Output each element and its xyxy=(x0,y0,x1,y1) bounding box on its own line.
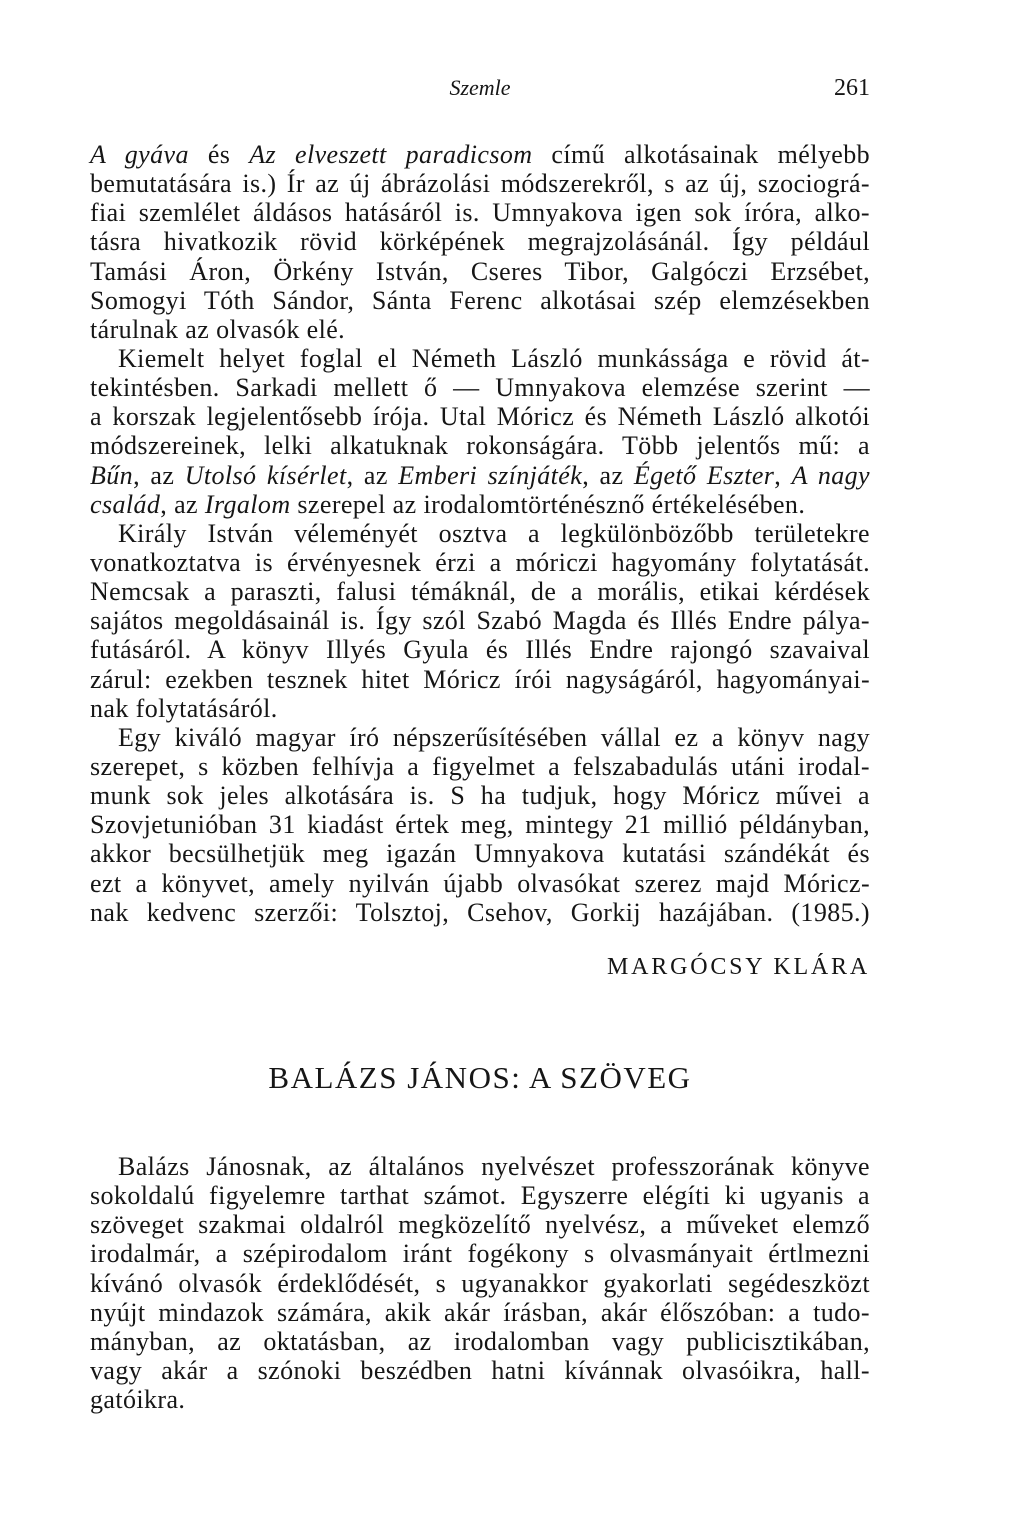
text-run: Balázs Jánosnak, az általános nyelvészet professzorának könyve xyxy=(118,1152,870,1181)
text-run: kívánó olvasók érdeklődését, s ugyanakkor gyakorlati segédeszközt xyxy=(90,1268,870,1298)
text-run: , az xyxy=(133,460,185,490)
text-line xyxy=(90,461,870,490)
text-line xyxy=(90,781,870,810)
italic-title: A gyáva xyxy=(90,140,189,169)
text-line xyxy=(90,373,870,402)
text-line xyxy=(90,810,870,839)
text-line xyxy=(90,1298,870,1327)
running-title: Szemle xyxy=(449,75,511,100)
paragraph xyxy=(90,140,870,344)
text-run: zárul: ezekben tesznek hitet Móricz írói nagyságáról, hagyományai- xyxy=(90,664,870,694)
text-run: a korszak legjelentősebb írója. Utal Móricz és Németh László alkotói xyxy=(90,402,870,432)
text-run: irodalmár, a szépirodalom iránt fogékony s olvasmányait értlmezni xyxy=(90,1239,870,1269)
text-line xyxy=(90,227,870,256)
text-run: futásáról. A könyv Illyés Gyula és Illés Endre rajongó szavaival xyxy=(90,635,870,665)
text-line xyxy=(90,606,870,635)
text-run: nak kedvenc szerzői: Tolsztoj, Csehov, Gorkij hazájában. (1985.) xyxy=(90,897,870,927)
paragraph xyxy=(90,519,870,723)
paragraph xyxy=(90,723,870,927)
text-line xyxy=(90,839,870,868)
text-run: vonatkoztatva is érvényesnek érzi a móriczi hagyomány folytatását. xyxy=(90,547,870,577)
text-run: fiai szemlélet áldásos hatásáról is. Umnyakova igen sok íróra, alko- xyxy=(90,198,870,228)
italic-title: Égető Eszter xyxy=(633,460,775,490)
text-line xyxy=(90,898,870,927)
text-run: és xyxy=(188,140,250,169)
page-number: 261 xyxy=(834,75,870,101)
text-line xyxy=(90,169,870,198)
text-line xyxy=(90,577,870,606)
text-line xyxy=(90,286,870,315)
italic-title: Utolsó kísérlet xyxy=(184,460,347,490)
text-line xyxy=(90,431,870,460)
text-line xyxy=(90,635,870,664)
italic-title: A nagy xyxy=(791,460,870,490)
text-run: , az xyxy=(582,460,634,490)
text-line xyxy=(90,665,870,694)
text-run: Egy kiváló magyar író népszerűsítésében vállal ez a könyv nagy xyxy=(118,722,870,752)
text-run: című alkotásainak mélyebb xyxy=(532,140,870,169)
text-line xyxy=(90,694,870,723)
italic-title: Emberi színjáték xyxy=(398,460,583,490)
text-run: , xyxy=(774,460,792,490)
text-run: Király István véleményét osztva a legkülönbözőbb területekre xyxy=(118,518,870,548)
text-run: tekintésben. Sarkadi mellett ő — Umnyakova elemzése szerint — xyxy=(90,373,870,403)
review-body xyxy=(90,140,870,927)
text-run: szerepel az irodalomtörténésznő értékelésében. xyxy=(290,489,806,519)
text-line xyxy=(90,1239,870,1268)
text-run: bemutatására is.) Ír az új ábrázolási módszerekről, s az új, szociográ- xyxy=(90,169,870,199)
text-line xyxy=(90,752,870,781)
text-line xyxy=(90,402,870,431)
text-run: mányban, az oktatásban, az irodalomban vagy publicisztikában, xyxy=(90,1326,870,1356)
running-header xyxy=(90,72,870,104)
text-line xyxy=(90,1269,870,1298)
italic-title: Az elveszett paradicsom xyxy=(249,140,533,169)
text-line xyxy=(90,1385,870,1414)
paragraph xyxy=(90,1152,870,1414)
text-run: munk sok jeles alkotására is. S ha tudjuk, hogy Móricz művei a xyxy=(90,781,870,811)
review-body xyxy=(90,1152,870,1414)
review-signature: MARGÓCSY KLÁRA xyxy=(606,954,870,980)
text-run: gatóikra. xyxy=(90,1385,186,1415)
text-line xyxy=(90,257,870,286)
text-line xyxy=(90,1210,870,1239)
text-run: tárulnak az olvasók elé. xyxy=(90,314,346,344)
text-run: tásra hivatkozik rövid körképének megrajzolásánál. Így például xyxy=(90,227,870,257)
text-run: Nemcsak a paraszti, falusi témáknál, de a morális, etikai kérdések xyxy=(90,577,870,607)
italic-title: család xyxy=(90,489,161,519)
text-line xyxy=(90,869,870,898)
text-run: , az xyxy=(346,460,399,490)
text-run: nak folytatásáról. xyxy=(90,693,278,723)
text-run: szöveget szakmai oldalról megközelítő nyelvész, a műveket elemző xyxy=(90,1210,870,1240)
text-run: vagy akár a szónoki beszédben hatni kívánnak olvasóikra, hall- xyxy=(90,1355,870,1385)
text-run: Kiemelt helyet foglal el Németh László munkássága e rövid át- xyxy=(118,343,870,373)
text-line xyxy=(90,1152,870,1181)
italic-title: Irgalom xyxy=(204,489,291,519)
text-line xyxy=(90,548,870,577)
text-run: szerepet, s közben felhívja a figyelmet a felszabadulás utáni irodal- xyxy=(90,751,870,781)
text-line xyxy=(90,315,870,344)
review-title: BALÁZS JÁNOS: A SZÖVEG xyxy=(268,1060,692,1095)
text-run: , az xyxy=(160,489,205,519)
text-run: Szovjetunióban 31 kiadást értek meg, mintegy 21 millió példányban, xyxy=(90,810,870,840)
text-line xyxy=(90,344,870,373)
text-run: ezt a könyvet, amely nyilván újabb olvasókat szerez majd Móricz- xyxy=(90,868,870,898)
text-line xyxy=(90,1181,870,1210)
text-run: sajátos megoldásainál is. Így szól Szabó Magda és Illés Endre pálya- xyxy=(90,606,870,636)
text-run: Somogyi Tóth Sándor, Sánta Ferenc alkotásai szép elemzésekben xyxy=(90,285,870,315)
text-line xyxy=(90,490,870,519)
text-line xyxy=(90,140,870,169)
italic-title: Bűn xyxy=(90,460,134,490)
paragraph xyxy=(90,344,870,519)
text-run: nyújt mindazok számára, akik akár írásban, akár élőszóban: a tudo- xyxy=(90,1297,870,1327)
text-run: módszereinek, lelki alkatuknak rokonságára. Több jelentős mű: a xyxy=(90,431,870,461)
text-line xyxy=(90,198,870,227)
text-line xyxy=(90,1327,870,1356)
text-line xyxy=(90,723,870,752)
text-line xyxy=(90,519,870,548)
text-run: Tamási Áron, Örkény István, Cseres Tibor, Galgóczi Erzsébet, xyxy=(90,256,870,286)
text-run: sokoldalú figyelemre tarthat számot. Egyszerre elégíti ki ugyanis a xyxy=(90,1181,870,1211)
text-run: akkor becsülhetjük meg igazán Umnyakova kutatási szándékát és xyxy=(90,839,870,869)
text-line xyxy=(90,1356,870,1385)
